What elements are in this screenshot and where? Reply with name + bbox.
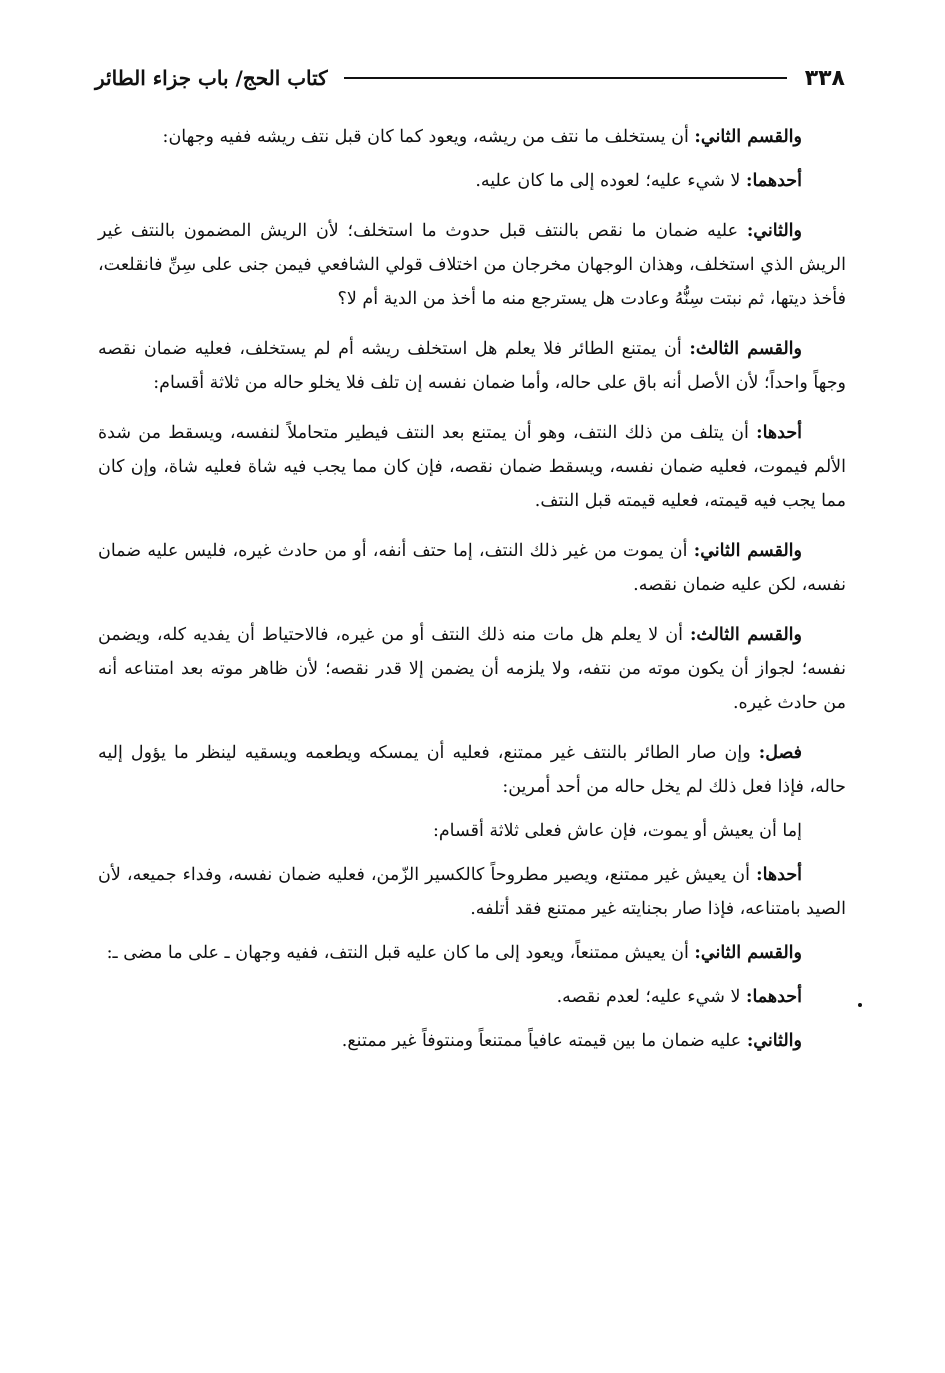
running-title: كتاب الحج/ باب جزاء الطائر	[95, 66, 328, 90]
paragraph-lead: والقسم الثالث:	[689, 625, 802, 645]
header-rule	[344, 77, 787, 79]
paragraph-6	[98, 534, 846, 602]
paragraph-text: أن يعيش ممتنعاً، ويعود إلى ما كان عليه قبل النتف، ففيه وجهان ـ على ما مضى ـ:	[106, 943, 695, 963]
paragraph-text: إما أن يعيش أو يموت، فإن عاش فعلى ثلاثة أقسام:	[432, 821, 802, 841]
paragraph-12	[98, 980, 846, 1014]
paragraph-lead: فصل:	[758, 743, 802, 763]
paragraph-text: أن لا يعلم هل مات منه ذلك النتف أو من غيره، فالاحتياط أن يفديه كله، ويضمن نفسه؛ لجواز أن يكون موته من نتفه، ولا يلزمه أن يضمن إلا قدر نقصه؛ لأن ظاهر موته بعد امتناعه أنه من حادث غيره.	[98, 625, 846, 713]
paragraph-text: عليه ضمان ما بين قيمته عافياً ممتنعاً ومنتوفاً غير ممتنع.	[341, 1031, 747, 1051]
paragraph-4	[98, 332, 846, 400]
paragraph-lead: أحدها:	[756, 423, 802, 443]
paragraph-lead: أحدهما:	[745, 987, 802, 1007]
paragraph-lead: والقسم الثاني:	[694, 127, 802, 147]
paragraph-lead: والثاني:	[746, 1031, 802, 1051]
body-text	[98, 120, 846, 1068]
paragraph-11	[98, 936, 846, 970]
page-number: ٣٣٨	[804, 65, 845, 91]
paragraph-text: أن يمتنع الطائر فلا يعلم هل استخلف ريشه أم لم يستخلف، فعليه ضمان نقصه وجهاً واحداً؛ لأن الأصل أنه باق على حاله، وأما ضمان نفسه إن تلف فلا يخلو حاله من ثلاثة أقسام:	[98, 339, 846, 393]
paragraph-lead: والقسم الثالث:	[689, 339, 802, 359]
paragraph-lead: والقسم الثاني:	[693, 541, 802, 561]
paragraph-text: أن يستخلف ما نتف من ريشه، ويعود كما كان قبل نتف ريشه ففيه وجهان:	[162, 127, 695, 147]
paragraph-5	[98, 416, 846, 518]
paragraph-text: لا شيء عليه؛ لعدم نقصه.	[556, 987, 746, 1007]
paragraph-text: أن يعيش غير ممتنع، ويصير مطروحاً كالكسير الزّمن، فعليه ضمان نفسه، وفداء جميعه، لأن الصيد بامتناعه، فإذا صار بجنايته غير ممتنع فقد أتلفه.	[98, 865, 846, 919]
page-header	[95, 62, 845, 94]
margin-dot-mark	[858, 1003, 862, 1007]
paragraph-lead: أحدها:	[756, 865, 802, 885]
paragraph-lead: والقسم الثاني:	[694, 943, 802, 963]
paragraph-7	[98, 618, 846, 720]
paragraph-text: عليه ضمان ما نقص بالنتف قبل حدوث ما استخلف؛ لأن الريش المضمون بالنتف غير الريش الذي استخلف، وهذان الوجهان مخرجان من اختلاف قولي الشافعي فيمن جنى على سِنِّ فانقلعت، فأخذ ديتها، ثم نبتت سِنُّهُ وعادت هل يسترجع منه ما أخذ من الدية أم لا؟	[98, 221, 846, 309]
paragraph-9	[98, 814, 846, 848]
paragraph-13	[98, 1024, 846, 1058]
paragraph-lead: أحدهما:	[745, 171, 802, 191]
paragraph-text: وإن صار الطائر بالنتف غير ممتنع، فعليه أن يمسكه ويطعمه ويسقيه لينظر ما يؤول إليه حاله، فإذا فعل ذلك لم يخل حاله من أحد أمرين:	[98, 743, 846, 797]
paragraph-2	[98, 164, 846, 198]
paragraph-text: أن يموت من غير ذلك النتف، إما حتف أنفه، أو من حادث غيره، فليس عليه ضمان نفسه، لكن عليه ضمان نقصه.	[98, 541, 846, 595]
paragraph-text: أن يتلف من ذلك النتف، وهو أن يمتنع بعد النتف فيطير متحاملاً لنفسه، ويسقط من شدة الألم فيموت، فعليه ضمان نفسه، ويسقط ضمان نقصه، فإن كان مما يجب فيه شاة فعليه شاة، وإن كان مما يجب فيه قيمته، فعليه قيمته قبل النتف.	[98, 423, 846, 511]
paragraph-text: لا شيء عليه؛ لعوده إلى ما كان عليه.	[475, 171, 746, 191]
paragraph-lead: والثاني:	[746, 221, 802, 241]
paragraph-3	[98, 214, 846, 316]
paragraph-8	[98, 736, 846, 804]
paragraph-10	[98, 858, 846, 926]
paragraph-1	[98, 120, 846, 154]
